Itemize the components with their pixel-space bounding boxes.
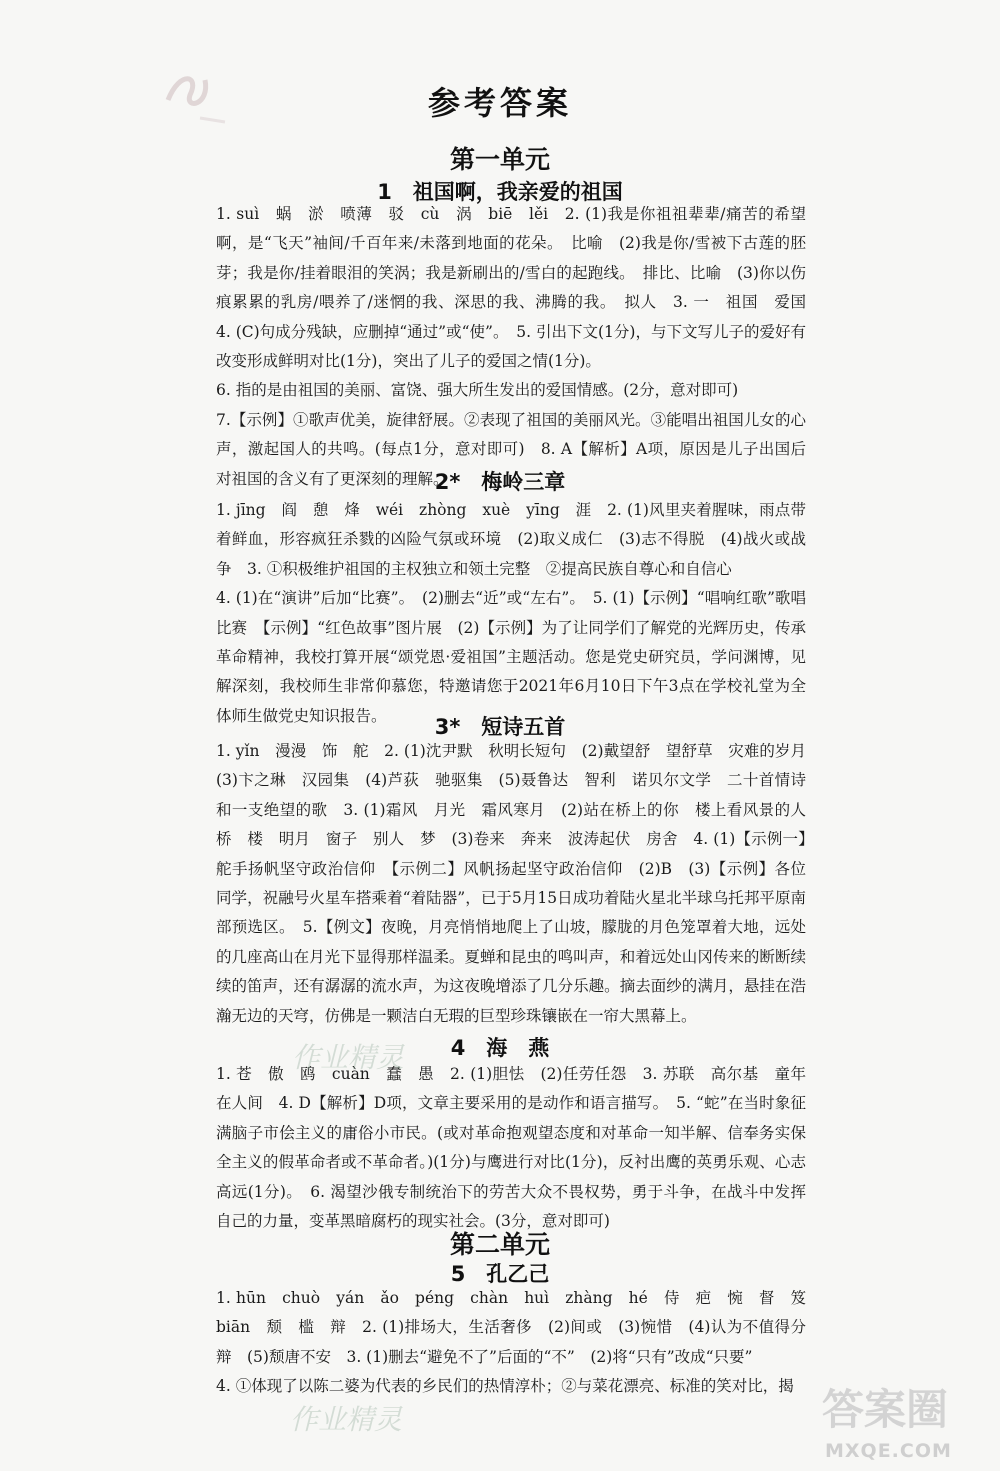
site-watermark: MXQE.COM xyxy=(825,1440,952,1462)
lesson-title-1: 1 祖国啊，我亲爱的祖国 xyxy=(377,180,623,204)
lesson-title-4: 4 海 燕 xyxy=(450,1036,550,1060)
lesson-title-3: 3* 短诗五首 xyxy=(434,715,566,739)
lesson-2-answers xyxy=(216,496,806,731)
page-title: 参考答案 xyxy=(427,84,572,122)
svg-text:答案圈: 答案圈 xyxy=(822,1385,949,1434)
answer-paragraph: 1. hūn chuò yán ǎo péng chàn huì zhàng hé 侍 疤 惋 督 笈 biān 颓 槛 辩 2. (1)排场大，生活奢侈 (2)间或 (3)惋惜 (4)认为不值得分辩 (5)颓唐不安 3. (1)删去“避免不了”后面的“不” (2)将“只有”改成“只要” xyxy=(216,1289,822,1366)
unit-title-1: 第一单元 xyxy=(449,145,550,174)
lesson-5-answers xyxy=(216,1284,822,1402)
lesson-title-2: 2* 梅岭三章 xyxy=(434,470,566,494)
answer-paragraph: 7.【示例】①歌声优美，旋律舒展。②表现了祖国的美丽风光。③能唱出祖国儿女的心声，激起国人的共鸣。(每点1分，意对即可) 8. A【解析】A项，原因是儿子出国后对祖国的含义有了更深刻的理解。 xyxy=(216,410,806,488)
lesson-title-5: 5 孔乙己 xyxy=(450,1262,550,1286)
answer-circle-logo-icon xyxy=(818,1378,968,1438)
lesson-3-answers xyxy=(216,737,822,1031)
answer-paragraph: 1. suì 蜗 淤 喷薄 驳 cù 涡 biē lěi 2. (1)我是你祖祖辈辈/痛苦的希望啊，是“飞天”袖间/千百年来/未落到地面的花朵。 比喻 (2)我是你/雪被下古莲的胚芽；我是你/挂着眼泪的笑涡；我是新刷出的/雪白的起跑线。 排比、比喻 (3)你以伤痕累累的乳房/喂养了/迷惘的我、深思的我、沸腾的我。 拟人 3. 一 祖国 爱国 4. (C)句成分残缺，应删掉“通过”或“使”。 5. 引出下文(1分)，与下文写儿子的爱好有改变形成鲜明对比(1分)，突出了儿子的爱国之情(1分)。 xyxy=(216,205,822,371)
lesson-4-answers xyxy=(216,1060,822,1236)
lesson-1-answers xyxy=(216,200,822,494)
answer-paragraph: 4. ①体现了以陈二婆为代表的乡民们的热情淳朴；②与菜花漂亮、标准的笑对比，揭 xyxy=(216,1377,794,1396)
answer-paragraph: 6. 指的是由祖国的美丽、富饶、强大所生发出的爱国情感。(2分，意对即可) xyxy=(216,381,739,400)
watermark-text: 作业精灵 xyxy=(290,1403,403,1436)
unit-title-2: 第二单元 xyxy=(449,1230,550,1259)
answer-paragraph: 4. (1)在“演讲”后加“比赛”。 (2)删去“近”或“左右”。 5. (1)【示例】“唱响红歌”歌唱比赛 【示例】“红色故事”图片展 (2)【示例】为了让同学们了解党的光辉历史，传承革命精神，我校打算开展“颂党恩·爱祖国”主题活动。您是党史研究员，学问渊博，见解深刻，我校师生非常仰慕您，特邀请您于2021年6月10日下午3点在学校礼堂为全体师生做党史知识报告。 xyxy=(216,589,806,725)
answer-paragraph: 1. 苍 傲 鸥 cuàn 蠢 愚 2. (1)胆怯 (2)任劳任怨 3. 苏联 高尔基 童年 在人间 4. D【解析】D项，文章主要采用的是动作和语言描写。 5. “蛇”在当时象征满脑子市侩主义的庸俗小市民。(或对革命抱观望态度和对革命一知半解、信奉务实保全主义的假革命者或不革命者。)(1分)与鹰进行对比(1分)，反衬出鹰的英勇乐观、心志高远(1分)。 6. 渴望沙俄专制统治下的劳苦大众不畏权势，勇于斗争，在战斗中发挥自己的力量，变革黑暗腐朽的现实社会。(3分，意对即可) xyxy=(216,1065,822,1231)
watermark-text: 作业精灵 xyxy=(292,1041,405,1074)
answer-paragraph: 1. jīng 阎 憩 烽 wéi zhòng xuè yīng 涯 2. (1)风里夹着腥味，雨点带着鲜血，形容疯狂杀戮的凶险气氛或环境 (2)取义成仁 (3)志不得脱 (4)战火或战争 3. ①积极维护祖国的主权独立和领土完整 ②提高民族自尊心和自信心 xyxy=(216,501,806,578)
answer-paragraph: 1. yǐn 漫漫 饰 舵 2. (1)沈尹默 秋明长短句 (2)戴望舒 望舒草 灾难的岁月 (3)卞之琳 汉园集 (4)芦荻 驰驱集 (5)聂鲁达 智利 诺贝尔文学 二十首情诗和一支绝望的歌 3. (1)霜风 月光 霜风寒月 (2)站在桥上的你 楼上看风景的人 桥 楼 明月 窗子 别人 梦 (3)卷来 奔来 波涛起伏 房舍 4. (1)【示例一】舵手扬帆坚守政治信仰 【示例二】风帆扬起坚守政治信仰 (2)B (3)【示例】各位同学，祝融号火星车搭乘着“着陆器”，已于5月15日成功着陆火星北半球乌托邦平原南部预选区。 5.【例文】夜晚，月亮悄悄地爬上了山坡，朦胧的月色笼罩着大地，远处的几座高山在月光下显得那样温柔。夏蝉和昆虫的鸣叫声，和着远处山冈传来的断断续续的笛声，还有潺潺的流水声，为这夜晚增添了几分乐趣。摘去面纱的满月，悬挂在浩瀚无边的天穹，仿佛是一颗洁白无瑕的巨型珍珠镶嵌在一帘大黑幕上。 xyxy=(216,742,822,1025)
